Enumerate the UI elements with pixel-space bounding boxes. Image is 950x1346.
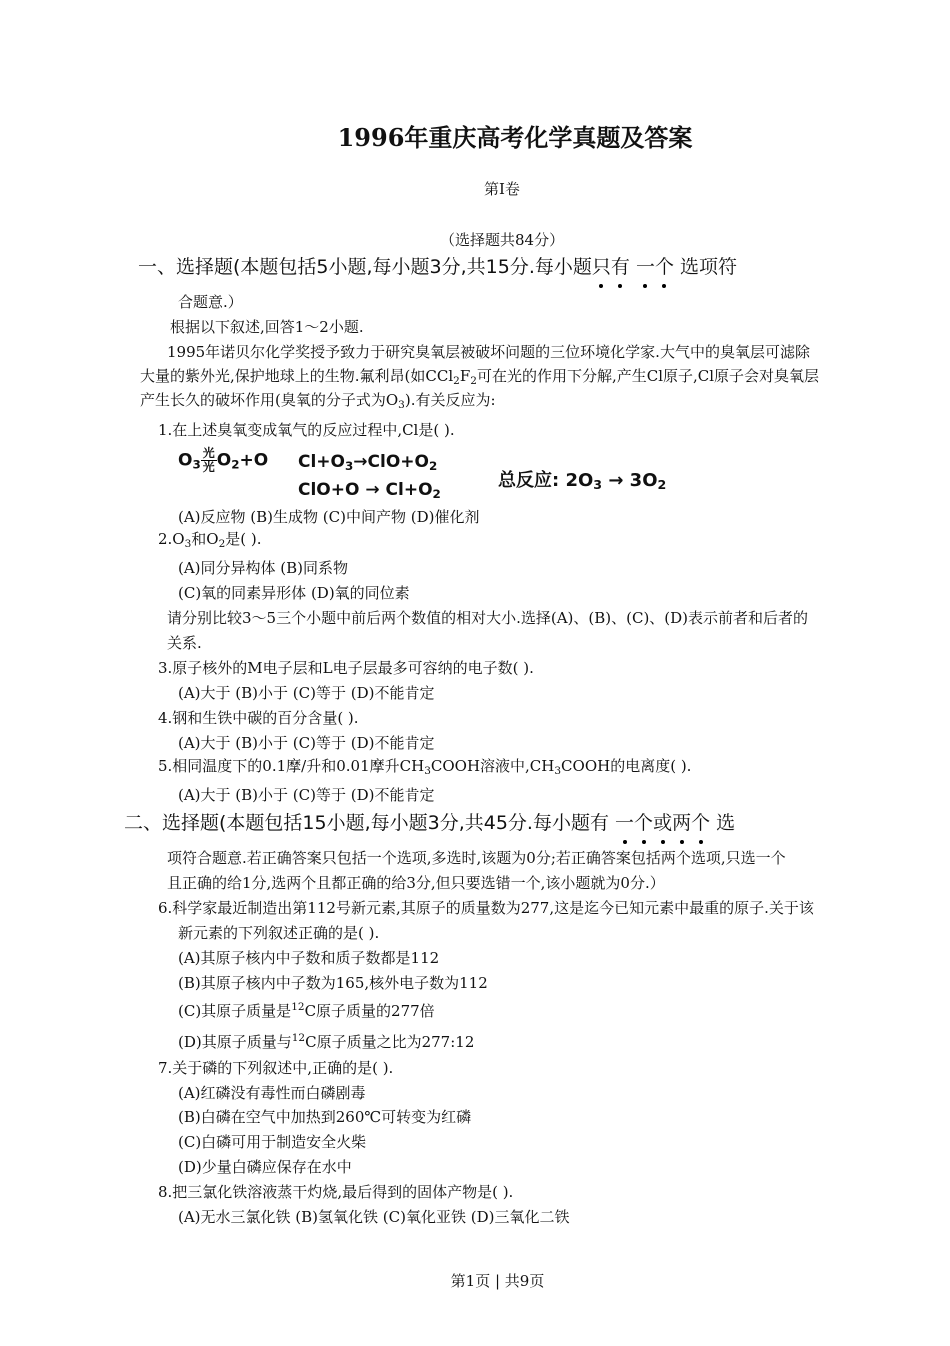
emphasis-dot: 一 <box>615 808 634 835</box>
emphasis-dot: 两 <box>672 808 691 835</box>
emphasis-dot: 或 <box>653 808 672 835</box>
equation-1: $O_3$ $\frac{\text{光}}{\text{光}}$ $O_2+O$ <box>178 446 269 474</box>
question-5: 5.相同温度下的0.1摩/升和0.01摩升$CH_3COOH$溶液中$,CH_3COOH$的电离度( ). <box>158 757 692 777</box>
light-arrow: $\frac{\text{光}}{\text{光}}$ <box>202 446 215 474</box>
emphasis-dot: 有 <box>611 252 630 279</box>
emphasis-dot: 个 <box>634 808 653 835</box>
section2-heading-text: 二、选择题(本题包括15小题,每小题3分,共45分.每小题有 <box>124 812 609 834</box>
section2-cont-1: 项符合题意.若正确答案只包括一个选项,多选时,该题为0分;若正确答案包括两个选项,只选一个 <box>167 849 786 867</box>
passage-line-3: 产生长久的破坏作用(臭氧的分子式为$O_3$).有关反应为: <box>140 391 496 411</box>
section1-heading-text: 一、选择题(本题包括5小题,每小题3分,共15分.每小题 <box>138 256 592 278</box>
question-5-options: (A)大于 (B)小于 (C)等于 (D)不能肯定 <box>178 786 435 804</box>
emphasis-dot: 只 <box>592 252 611 279</box>
choice-total: （选择题共84分） <box>440 231 565 249</box>
passage-line-2: 大量的紫外光,保护地球上的生物.氟利昂(如$CCl_2F_2$可在光的作用下分解,产生Cl原子,Cl原子会对臭氧层 <box>140 367 820 387</box>
intro-text: 根据以下叙述,回答1～2小题. <box>170 318 364 336</box>
question-8-options: (A)无水三氯化铁 (B)氢氧化铁 (C)氧化亚铁 (D)三氧化二铁 <box>178 1208 570 1226</box>
emphasis-dot: 一 <box>636 252 655 279</box>
section1-heading-cont: 合题意.） <box>178 293 243 311</box>
question-2-options-2: (C)氧的同素异形体 (D)氧的同位素 <box>178 584 410 602</box>
question-6-option-c: (C)其原子质量是$^{12}$C原子质量的277倍 <box>178 1001 435 1020</box>
question-6-option-b: (B)其原子核内中子数为165,核外电子数为112 <box>178 974 488 992</box>
question-7-option-d: (D)少量白磷应保存在水中 <box>178 1158 352 1176</box>
section1-heading <box>138 252 737 279</box>
question-4-options: (A)大于 (B)小于 (C)等于 (D)不能肯定 <box>178 734 435 752</box>
total-reaction: 总反应: $2O_3 \to 3O_2$ <box>498 470 667 492</box>
question-4: 4.钢和生铁中碳的百分含量( ). <box>158 709 359 727</box>
question-3: 3.原子核外的M电子层和L电子层最多可容纳的电子数( ). <box>158 659 534 677</box>
question-6-option-a: (A)其原子核内中子数和质子数都是112 <box>178 949 440 967</box>
section2-heading-tail: 选 <box>716 812 736 834</box>
question-2: $2.O_3$和$O_2$是( ). <box>158 530 262 550</box>
passage-line-1: 1995年诺贝尔化学奖授予致力于研究臭氧层被破坏问题的三位环境化学家.大气中的臭氧层可滤除 <box>167 343 810 361</box>
question-6-option-d: (D)其原子质量与$^{12}$C原子质量之比为277:12 <box>178 1032 475 1051</box>
page-title: 1996年重庆高考化学真题及答案 <box>337 123 693 152</box>
question-7-option-b: (B)白磷在空气中加热到260℃可转变为红磷 <box>178 1108 472 1126</box>
question-6-cont: 新元素的下列叙述正确的是( ). <box>178 924 380 942</box>
question-7-option-c: (C)白磷可用于制造安全火柴 <box>178 1133 367 1151</box>
compare-instruction-2: 关系. <box>167 634 202 652</box>
question-1-options: (A)反应物 (B)生成物 (C)中间产物 (D)催化剂 <box>178 508 480 526</box>
question-7: 7.关于磷的下列叙述中,正确的是( ). <box>158 1059 394 1077</box>
question-2-options-1: (A)同分异构体 (B)同系物 <box>178 559 349 577</box>
question-6: 6.科学家最近制造出第112号新元素,其原子的质量数为277,这是迄今已知元素中最重的原子.关于该 <box>158 899 814 917</box>
equation-2: $Cl+O_3\to ClO+O_2$ <box>298 452 438 473</box>
equation-3: $ClO+O \to Cl+O_2$ <box>298 480 441 501</box>
section2-cont-2: 且正确的给1分,选两个且都正确的给3分,但只要选错一个,该小题就为0分.） <box>167 874 665 892</box>
question-7-option-a: (A)红磷没有毒性而白磷剧毒 <box>178 1084 366 1102</box>
compare-instruction-1: 请分别比较3～5三个小题中前后两个数值的相对大小.选择(A)、(B)、(C)、(D)表示前者和后者的 <box>167 609 809 627</box>
question-3-options: (A)大于 (B)小于 (C)等于 (D)不能肯定 <box>178 684 435 702</box>
section1-heading-tail: 选项符 <box>680 256 738 278</box>
page-footer: 第1页 | 共9页 <box>450 1272 545 1290</box>
emphasis-dot: 个 <box>691 808 710 835</box>
volume-label: 第I卷 <box>484 180 520 198</box>
section2-heading <box>124 808 735 835</box>
question-8: 8.把三氯化铁溶液蒸干灼烧,最后得到的固体产物是( ). <box>158 1183 514 1201</box>
question-1: 1.在上述臭氧变成氧气的反应过程中,Cl是( ). <box>158 421 455 439</box>
emphasis-dot: 个 <box>655 252 674 279</box>
